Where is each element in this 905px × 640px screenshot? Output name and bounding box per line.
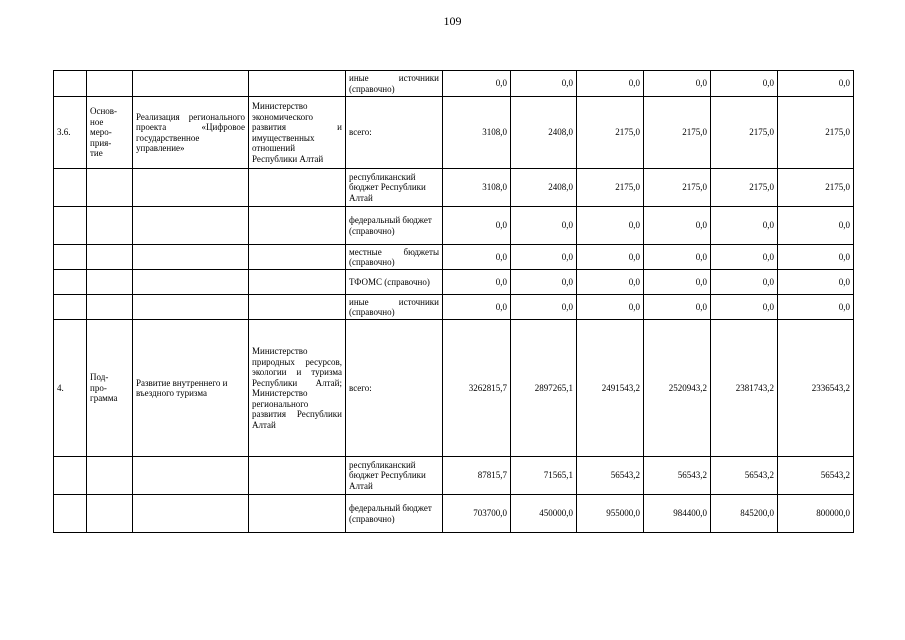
value-cell: 3108,0 [443,97,511,169]
value-cell: 56543,2 [644,457,711,495]
row-executor [249,207,346,245]
row-type [87,71,133,97]
value-cell: 0,0 [644,245,711,270]
value-cell: 2897265,1 [511,320,577,457]
row-code [54,270,87,295]
value-cell: 0,0 [644,207,711,245]
row-code [54,495,87,533]
value-cell: 56543,2 [778,457,854,495]
value-cell: 56543,2 [711,457,778,495]
value-cell: 0,0 [711,71,778,97]
row-source: местные бюджеты (справочно) [346,245,443,270]
value-cell: 0,0 [778,245,854,270]
row-code [54,207,87,245]
row-code [54,245,87,270]
value-cell: 0,0 [511,295,577,320]
table-row [54,295,854,320]
row-executor [249,457,346,495]
value-cell: 2520943,2 [644,320,711,457]
value-cell: 0,0 [511,207,577,245]
table-row [54,270,854,295]
value-cell: 0,0 [711,270,778,295]
row-type [87,270,133,295]
value-cell: 0,0 [443,270,511,295]
value-cell: 2491543,2 [577,320,644,457]
row-code: 4. [54,320,87,457]
row-source: федеральный бюджет (справочно) [346,495,443,533]
row-source: всего: [346,97,443,169]
value-cell: 0,0 [778,270,854,295]
table-row [54,169,854,207]
value-cell: 0,0 [711,207,778,245]
row-executor [249,270,346,295]
value-cell: 3262815,7 [443,320,511,457]
value-cell: 0,0 [644,71,711,97]
value-cell: 845200,0 [711,495,778,533]
row-executor [249,245,346,270]
row-type [87,245,133,270]
row-name [133,169,249,207]
value-cell: 0,0 [443,71,511,97]
row-name [133,295,249,320]
row-name [133,457,249,495]
value-cell: 0,0 [577,207,644,245]
row-type: Основ- ное меро- прия- тие [87,97,133,169]
value-cell: 3108,0 [443,169,511,207]
value-cell: 0,0 [577,71,644,97]
value-cell: 2175,0 [778,169,854,207]
value-cell: 0,0 [511,270,577,295]
row-executor: Министерство природных ресурсов, экологии и туризма Республики Алтай; Министерство регионального развития Республики Алтай [249,320,346,457]
value-cell: 0,0 [778,207,854,245]
value-cell: 0,0 [778,295,854,320]
page-number: 109 [443,14,462,28]
table-row [54,97,854,169]
value-cell: 984400,0 [644,495,711,533]
value-cell: 87815,7 [443,457,511,495]
row-code: 3.6. [54,97,87,169]
row-source: иные источники (справочно) [346,295,443,320]
row-source: республиканский бюджет Республики Алтай [346,457,443,495]
value-cell: 0,0 [644,270,711,295]
value-cell: 2408,0 [511,169,577,207]
row-name: Развитие внутреннего и въездного туризма [133,320,249,457]
row-source: ТФОМС (справочно) [346,270,443,295]
value-cell: 2175,0 [711,97,778,169]
value-cell: 2381743,2 [711,320,778,457]
row-code [54,71,87,97]
row-source: федеральный бюджет (справочно) [346,207,443,245]
value-cell: 0,0 [644,295,711,320]
row-type: Под- про- грамма [87,320,133,457]
value-cell: 2175,0 [711,169,778,207]
value-cell: 800000,0 [778,495,854,533]
value-cell: 2175,0 [577,97,644,169]
value-cell: 2175,0 [577,169,644,207]
row-code [54,457,87,495]
table-row [54,457,854,495]
value-cell: 450000,0 [511,495,577,533]
row-executor [249,295,346,320]
row-name [133,270,249,295]
row-name: Реализация регионального проекта «Цифровое государственное управление» [133,97,249,169]
value-cell: 56543,2 [577,457,644,495]
value-cell: 0,0 [511,71,577,97]
table-row [54,71,854,97]
row-name [133,71,249,97]
table-row [54,320,854,457]
row-code [54,169,87,207]
value-cell: 0,0 [443,295,511,320]
budget-table [53,70,854,533]
row-executor [249,495,346,533]
row-type [87,295,133,320]
row-type [87,207,133,245]
row-source: республиканский бюджет Республики Алтай [346,169,443,207]
row-executor [249,71,346,97]
row-source: всего: [346,320,443,457]
row-executor [249,169,346,207]
value-cell: 2175,0 [644,169,711,207]
value-cell: 2336543,2 [778,320,854,457]
value-cell: 0,0 [711,245,778,270]
row-code [54,295,87,320]
value-cell: 2175,0 [644,97,711,169]
row-type [87,495,133,533]
table-row [54,207,854,245]
value-cell: 71565,1 [511,457,577,495]
value-cell: 0,0 [511,245,577,270]
row-name [133,207,249,245]
row-executor: Министерство экономического развития и имущественных отношений Республики Алтай [249,97,346,169]
table-row [54,245,854,270]
value-cell: 2408,0 [511,97,577,169]
value-cell: 0,0 [778,71,854,97]
row-source: иные источники (справочно) [346,71,443,97]
value-cell: 703700,0 [443,495,511,533]
value-cell: 0,0 [577,245,644,270]
value-cell: 0,0 [443,245,511,270]
value-cell: 2175,0 [778,97,854,169]
value-cell: 955000,0 [577,495,644,533]
row-name [133,495,249,533]
row-type [87,169,133,207]
value-cell: 0,0 [577,295,644,320]
value-cell: 0,0 [443,207,511,245]
row-name [133,245,249,270]
value-cell: 0,0 [577,270,644,295]
value-cell: 0,0 [711,295,778,320]
table-row [54,495,854,533]
row-type [87,457,133,495]
